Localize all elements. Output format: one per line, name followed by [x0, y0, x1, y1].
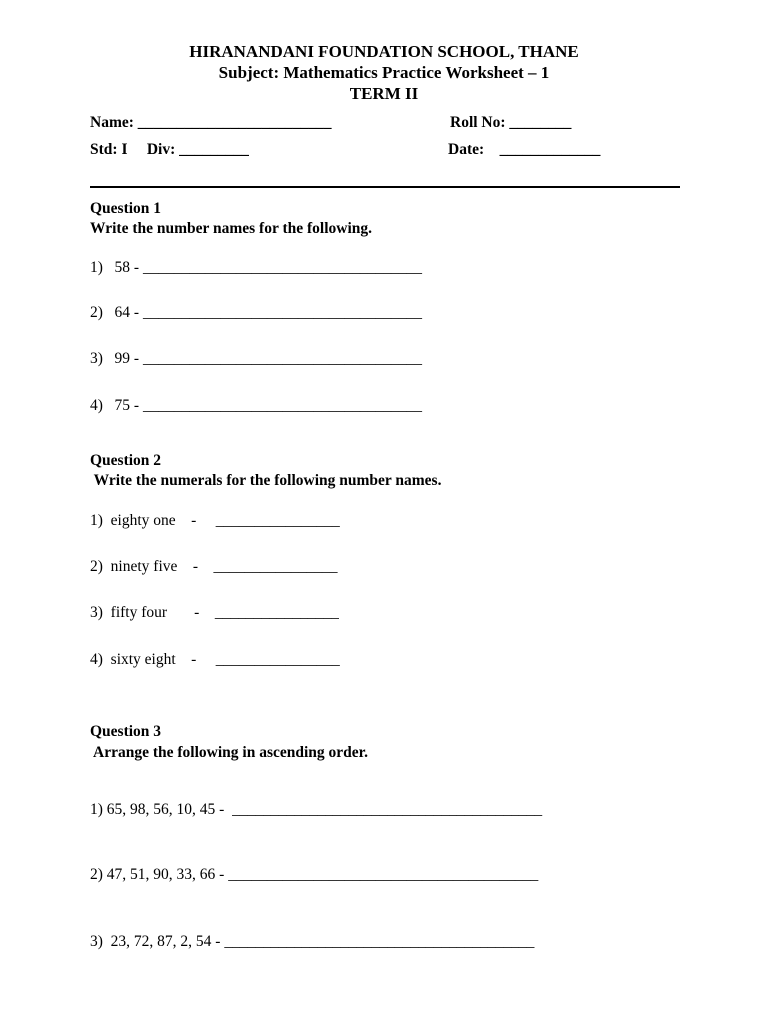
question-1-item: 3) 99 - ____________________________________ — [90, 350, 422, 367]
question-2-title: Question 2 — [90, 452, 162, 469]
question-2-item: 3) fifty four - ________________ — [90, 604, 339, 621]
question-2-instruction: Write the numerals for the following number names. — [90, 472, 442, 489]
header-divider — [90, 186, 680, 188]
roll-no-field: Roll No: ________ — [450, 114, 572, 131]
question-1-item: 2) 64 - ____________________________________ — [90, 304, 422, 321]
worksheet-subject: Subject: Mathematics Practice Worksheet – 1 — [218, 63, 550, 82]
name-field: Name: _________________________ — [90, 114, 332, 131]
std-div-field: Std: I Div: _________ — [90, 141, 249, 158]
date-field: Date: _____________ — [448, 141, 601, 158]
question-1-title: Question 1 — [90, 200, 162, 217]
question-3-instruction: Arrange the following in ascending order. — [90, 744, 369, 761]
question-3-item: 2) 47, 51, 90, 33, 66 - ________________________________________ — [90, 866, 539, 883]
question-1-instruction: Write the number names for the following. — [90, 220, 372, 237]
question-2-item: 1) eighty one - ________________ — [90, 512, 340, 529]
question-3-title: Question 3 — [90, 723, 162, 740]
question-1-item: 1) 58 - ____________________________________ — [90, 259, 422, 276]
school-name: HIRANANDANI FOUNDATION SCHOOL, THANE — [189, 42, 579, 61]
question-1-item: 4) 75 - ____________________________________ — [90, 397, 422, 414]
question-2-item: 2) ninety five - ________________ — [90, 558, 338, 575]
question-3-item: 1) 65, 98, 56, 10, 45 - ________________________________________ — [90, 801, 543, 818]
worksheet-term: TERM II — [349, 84, 419, 103]
question-3-item: 3) 23, 72, 87, 2, 54 - ________________________________________ — [90, 933, 535, 950]
question-2-item: 4) sixty eight - ________________ — [90, 651, 340, 668]
